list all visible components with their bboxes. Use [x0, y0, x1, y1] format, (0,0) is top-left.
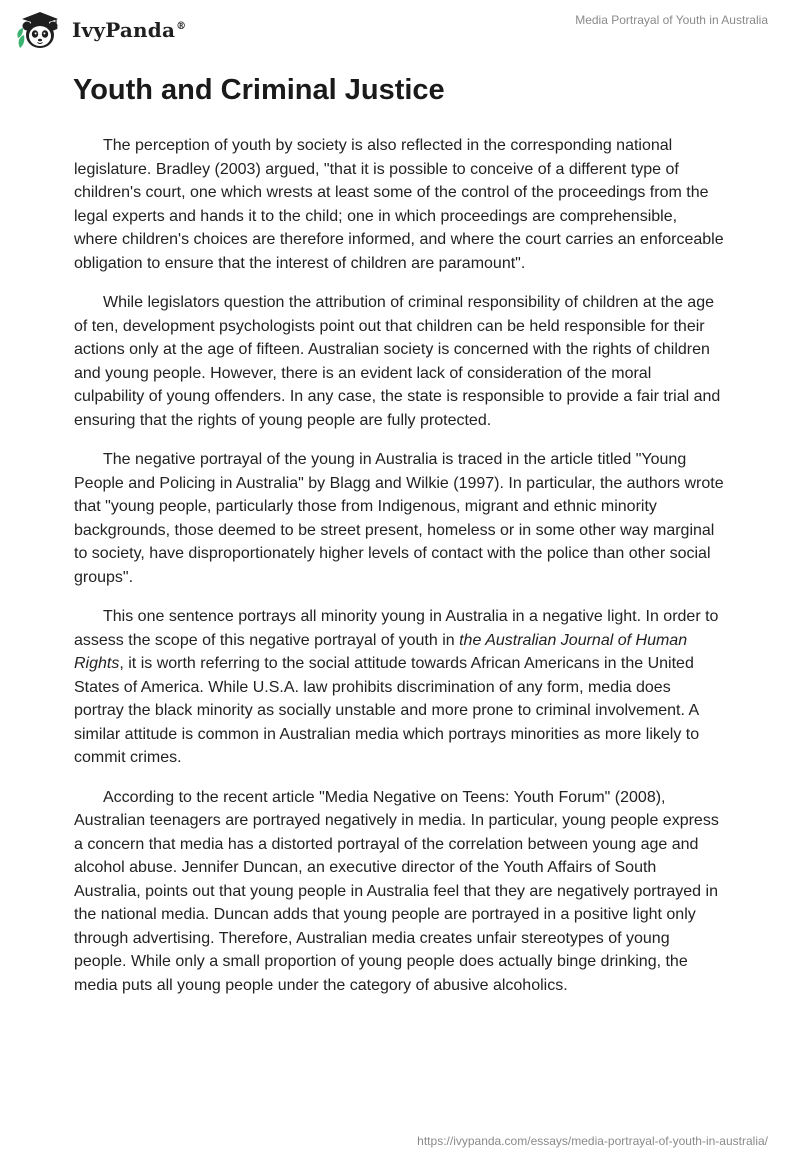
paragraph-2: While legislators question the attribution of criminal responsibility of children at the age of ten, development psychologists point out that children can be held responsible for their actions only at the age of fifteen. Australian society is concerned with the rights of children and young people. However, there is an evident lack of consideration of the moral culpability of young offenders. In any case, the state is responsible to provide a fair trial and ensuring that the rights of young people are fully protected.: [74, 294, 721, 429]
paragraph-3: The negative portrayal of the young in Australia is traced in the article titled "Young People and Policing in Australia" by Blagg and Wilkie (1997). In particular, the authors wrote that "young people, particularly those from Indigenous, migrant and ethnic minority backgrounds, those deemed to be street present, homeless or in some other way marginal to society, have disproportionately higher levels of contact with the police than other social groups".: [74, 451, 724, 586]
panda-graduate-icon: [14, 8, 66, 52]
ivypanda-logo[interactable]: [14, 8, 186, 52]
page-title: Youth and Criminal Justice: [73, 74, 445, 106]
paragraph-4-text-after: , it is worth referring to the social attitude towards African Americans in the United States of America. While U.S.A. law prohibits discrimination of any form, media does portray the black minority as socially unstable and more prone to criminal involvement. A similar attitude is common in Australian media which portrays minorities as more likely to commit crimes.: [74, 655, 700, 766]
paragraph-5: According to the recent article "Media Negative on Teens: Youth Forum" (2008), Australian teenagers are portrayed negatively in media. In particular, young people express a concern that media has a distorted portrayal of the correlation between young age and alcohol abuse. Jennifer Duncan, an executive director of the Youth Affairs of South Australia, points out that young people in Australia feel that they are negatively portrayed in the national media. Duncan adds that young people are portrayed in a positive light only through advertising. Therefore, Australian media creates unfair stereotypes of young people. While only a small proportion of young people does actually binge drinking, the media puts all young people under the category of abusive alcoholics.: [74, 788, 719, 994]
source-url[interactable]: https://ivypanda.com/essays/media-portrayal-of-youth-in-australia/: [417, 1134, 768, 1148]
journal-title-italic: the Australian Journal of Human Rights: [74, 631, 688, 672]
page-header: [0, 0, 800, 60]
article-body: [74, 134, 724, 1013]
registered-mark: ®: [176, 21, 187, 33]
paragraph-1: The perception of youth by society is also reflected in the corresponding national legislature. Bradley (2003) argued, "that it is possible to conceive of a different type of children's court, one which wrests at least some of the control of the proceedings from the legal experts and hands it to the child; one in which proceedings are comprehensible, where children's choices are therefore informed, and where the court carries an enforceable obligation to ensure that the interest of children are paramount".: [74, 137, 724, 272]
paragraph-4-text-before: This one sentence portrays all minority young in Australia in a negative light. In order to assess the scope of this negative portrayal of youth in: [74, 608, 719, 649]
logo-text: IvyPanda®: [72, 18, 187, 42]
paragraph-4: [74, 605, 724, 770]
document-header-title: Media Portrayal of Youth in Australia: [575, 13, 768, 27]
